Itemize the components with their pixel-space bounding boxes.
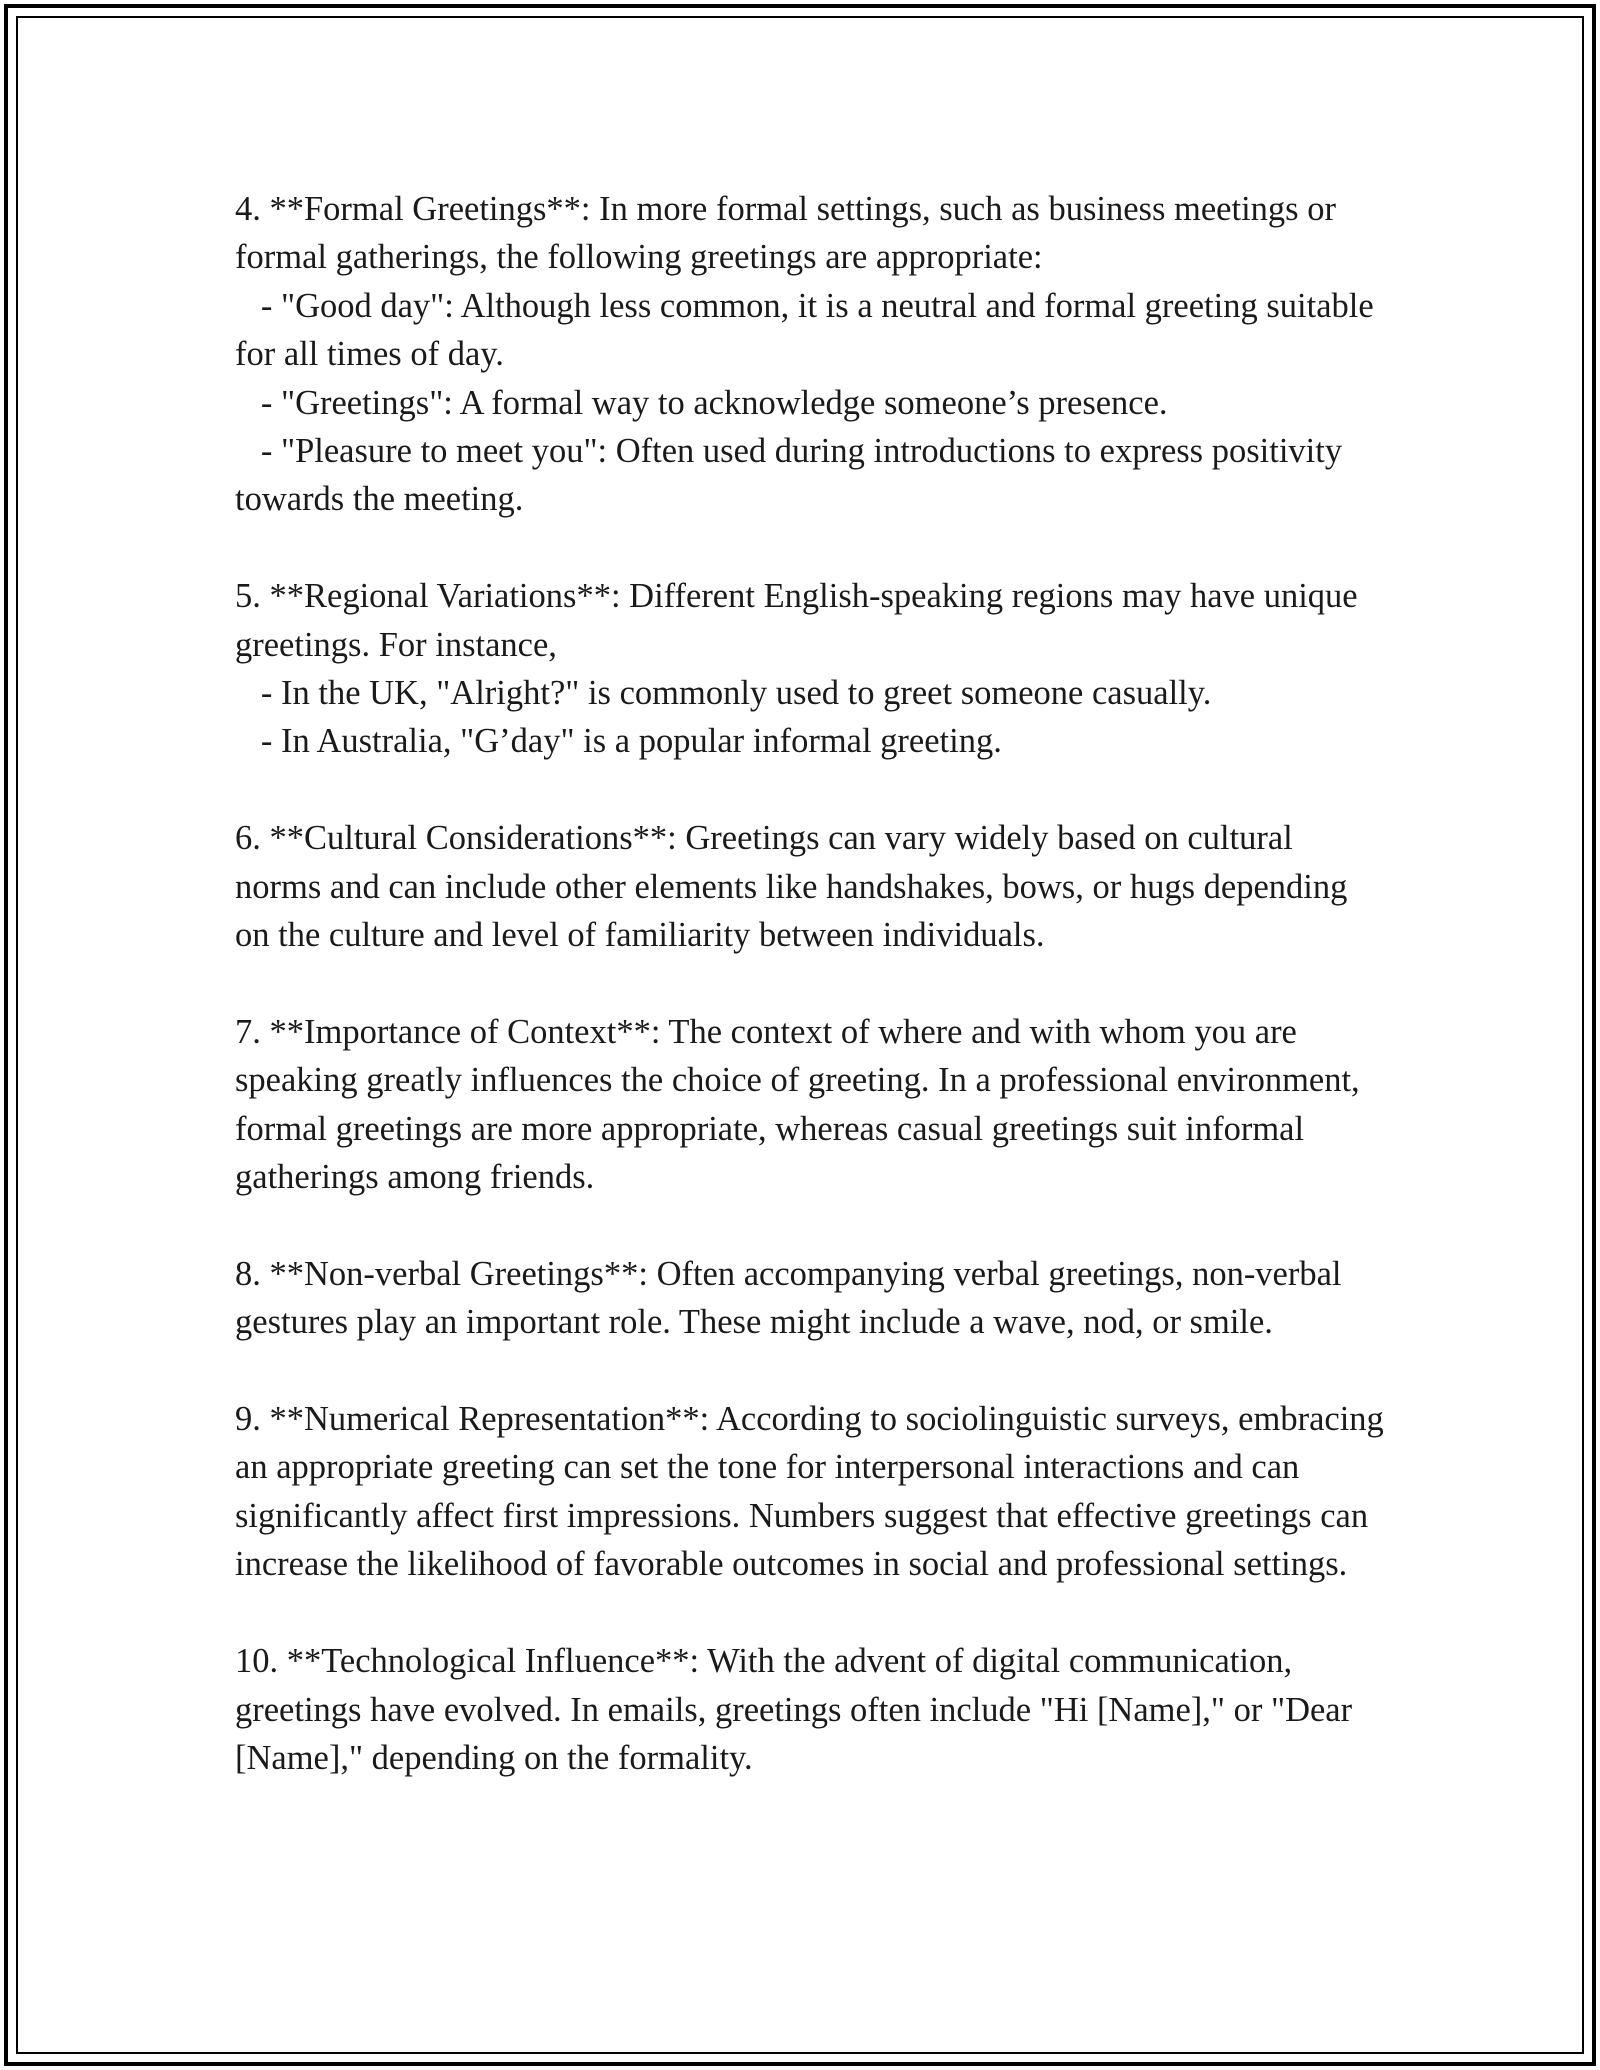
document-body	[235, 185, 1385, 1782]
list-item: - "Good day": Although less common, it is a neutral and formal greeting suitable for all times of day.	[235, 286, 1383, 374]
list-item: - "Pleasure to meet you": Often used during introductions to express positivity towards the meeting.	[235, 432, 1351, 519]
section-technological-influence	[235, 1637, 1385, 1782]
section-intro: 8. **Non-verbal Greetings**: Often accompanying verbal greetings, non-verbal gestures play an important role. These might include a wave, nod, or smile.	[235, 1254, 1342, 1342]
section-intro: 9. **Numerical Representation**: According to sociolinguistic surveys, embracing an appropriate greeting can set the tone for interpersonal interactions and can significantly affect first impressions. Numbers suggest that effective greetings can increase the likelihood of favorable outcomes in social and professional settings.	[235, 1400, 1384, 1584]
section-intro: 5. **Regional Variations**: Different English-speaking regions may have unique greetings. For instance,	[235, 577, 1358, 664]
section-intro: 4. **Formal Greetings**: In more formal settings, such as business meetings or formal gatherings, the following greetings are appropriate:	[235, 190, 1336, 277]
section-intro: 10. **Technological Influence**: With the advent of digital communication, greetings have evolved. In emails, greetings often include "Hi [Name]," or "Dear [Name]," depending on the formality.	[235, 1642, 1353, 1777]
section-numerical-representation	[235, 1395, 1385, 1589]
section-formal-greetings	[235, 185, 1385, 524]
list-item: - "Greetings": A formal way to acknowledge someone’s presence.	[235, 383, 1168, 422]
section-importance-of-context	[235, 1008, 1385, 1202]
list-item: - In the UK, "Alright?" is commonly used to greet someone casually.	[235, 674, 1212, 713]
section-cultural-considerations	[235, 814, 1385, 959]
section-intro: 6. **Cultural Considerations**: Greetings can vary widely based on cultural norms and can include other elements like handshakes, bows, or hugs depending on the culture and level of familiarity between individuals.	[235, 819, 1348, 955]
section-non-verbal-greetings	[235, 1250, 1385, 1347]
section-intro: 7. **Importance of Context**: The context of where and with whom you are speaking greatly influences the choice of greeting. In a professional environment, formal greetings are more appropriate, whereas casual greetings suit informal gatherings among friends.	[235, 1012, 1360, 1197]
list-item: - In Australia, "G’day" is a popular informal greeting.	[235, 722, 1002, 761]
section-regional-variations	[235, 572, 1385, 766]
